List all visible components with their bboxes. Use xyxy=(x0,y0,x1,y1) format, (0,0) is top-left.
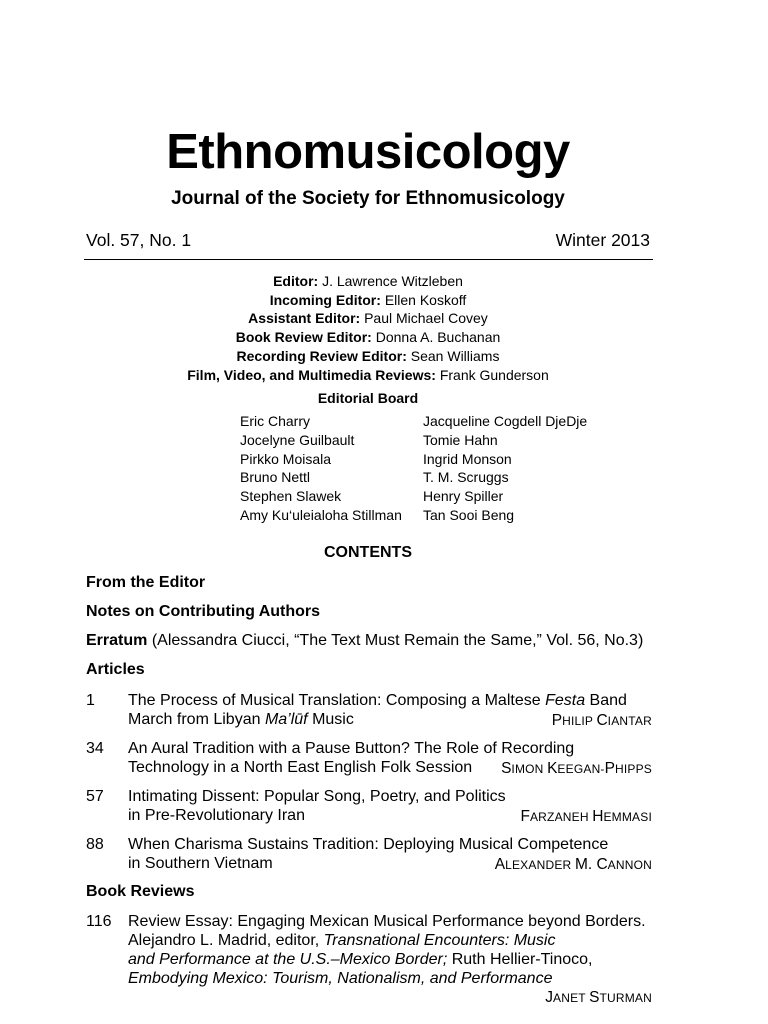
page-number: 1 xyxy=(86,692,95,709)
page-number: 57 xyxy=(86,788,104,805)
article-title-line: March from Libyan Ma’lūf Music xyxy=(128,711,354,728)
board-member: Tomie Hahn xyxy=(423,431,498,448)
article-entry xyxy=(86,739,652,779)
article-entry xyxy=(86,835,652,875)
editor-line: Incoming Editor: Ellen Koskoff xyxy=(269,291,467,308)
board-member: T. M. Scruggs xyxy=(423,469,509,486)
board-member: Amy Ku‘uleialoha Stillman xyxy=(240,506,402,523)
article-title-line: Intimating Dissent: Popular Song, Poetry, and Politics xyxy=(128,788,506,805)
article-author: SIMON KEEGAN-PHIPPS xyxy=(501,760,652,777)
review-title-line: and Performance at the U.S.–Mexico Border; Ruth Hellier-Tinoco, xyxy=(128,951,593,968)
board-member: Jocelyne Guilbault xyxy=(240,431,355,448)
board-member: Stephen Slawek xyxy=(240,488,342,505)
issue-date: Winter 2013 xyxy=(555,230,650,250)
board-member: Jacqueline Cogdell DjeDje xyxy=(423,413,588,429)
article-author: ALEXANDER M. CANNON xyxy=(494,856,652,873)
board-member: Henry Spiller xyxy=(423,488,504,505)
board-member: Eric Charry xyxy=(240,413,311,429)
editorial-board-column-2 xyxy=(423,412,587,525)
review-entry xyxy=(86,912,652,1008)
journal-title: Ethnomusicology xyxy=(166,125,570,179)
book-reviews-heading: Book Reviews xyxy=(86,883,195,900)
page-number: 34 xyxy=(86,740,104,757)
board-member: Pirkko Moisala xyxy=(240,450,332,467)
editorial-board-heading: Editorial Board xyxy=(317,390,419,406)
header-divider xyxy=(84,259,653,260)
board-member: Bruno Nettl xyxy=(240,469,311,486)
article-title-line: The Process of Musical Translation: Composing a Maltese Festa Band xyxy=(128,692,627,709)
from-the-editor: From the Editor xyxy=(86,574,206,591)
article-entry xyxy=(86,787,652,827)
review-author: JANET STURMAN xyxy=(545,989,652,1006)
article-title-line: An Aural Tradition with a Pause Button? The Role of Recording xyxy=(128,740,575,757)
article-title-line: Technology in a North East English Folk Session xyxy=(128,759,473,776)
article-title-line: When Charisma Sustains Tradition: Deploying Musical Competence xyxy=(128,836,609,853)
editor-line: Recording Review Editor: Sean Williams xyxy=(236,347,500,364)
article-entry xyxy=(86,691,652,731)
editorial-board-column-1 xyxy=(240,412,402,525)
article-title-line: in Southern Vietnam xyxy=(128,855,273,872)
journal-subtitle: Journal of the Society for Ethnomusicology xyxy=(171,188,565,209)
article-author: FARZANEH HEMMASI xyxy=(520,808,652,825)
article-author: PHILIP CIANTAR xyxy=(551,712,652,729)
editors-list xyxy=(0,272,736,384)
review-title-line: Embodying Mexico: Tourism, Nationalism, and Performance xyxy=(128,970,553,987)
contents-heading: CONTENTS xyxy=(324,544,412,561)
article-title-line: in Pre-Revolutionary Iran xyxy=(128,807,305,824)
review-title-line: Review Essay: Engaging Mexican Musical Performance beyond Borders. xyxy=(128,913,646,930)
page-number: 116 xyxy=(86,913,112,930)
editor-line: Editor: J. Lawrence Witzleben xyxy=(273,273,463,289)
editor-line: Film, Video, and Multimedia Reviews: Frank Gunderson xyxy=(187,366,549,383)
erratum-entry: Erratum (Alessandra Ciucci, “The Text Must Remain the Same,” Vol. 56, No.3) xyxy=(86,632,644,649)
editor-line: Assistant Editor: Paul Michael Covey xyxy=(248,310,488,327)
board-member: Tan Sooi Beng xyxy=(423,506,515,523)
editor-line: Book Review Editor: Donna A. Buchanan xyxy=(235,329,501,346)
review-title-line: Alejandro L. Madrid, editor, Transnational Encounters: Music xyxy=(128,932,556,949)
notes-on-contributing-authors: Notes on Contributing Authors xyxy=(86,603,321,620)
page-number: 88 xyxy=(86,836,104,853)
volume-number: Vol. 57, No. 1 xyxy=(86,230,192,250)
board-member: Ingrid Monson xyxy=(423,450,512,467)
articles-heading: Articles xyxy=(86,661,145,678)
